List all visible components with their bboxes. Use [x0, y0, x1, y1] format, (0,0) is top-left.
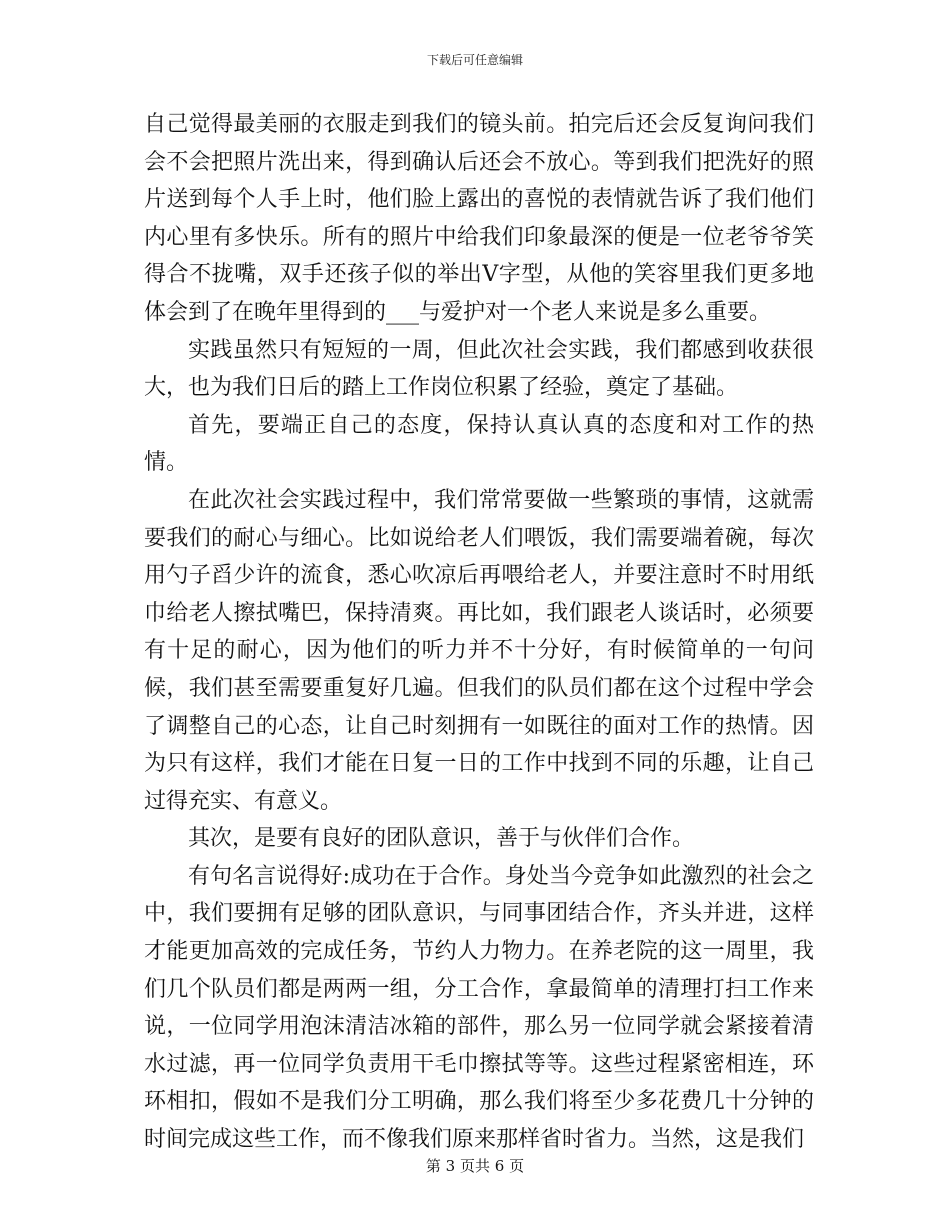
paragraph-5: 其次，是要有良好的团队意识，善于与伙伴们合作。 — [188, 826, 695, 852]
paragraph-6: 有句名言说得好:成功在于合作。身处当今竞争如此激烈的社会之中，我们要拥有足够的团队意识，与同事团结合作，齐头并进，这样才能更加高效的完成任务，节约人力物力。在养老院的这一周里，我们几个队员们都是两两一组，分工合作，拿最简单的清理打扫工作来说，一位同学用泡沫清洁冰箱的部件，那么另一位同学就会紧接着清水过滤，再一位同学负责用干毛巾擦拭等等。这些过程紧密相连，环环相扣，假如不是我们分工明确，那么我们将至少多花费几十分钟的时间完成这些工作，而不像我们原来那样省时省力。当然，这是我们 — [144, 863, 814, 1153]
paragraph-2: 实践虽然只有短短的一周，但此次社会实践，我们都感到收获很大，也为我们日后的踏上工作岗位积累了经验，奠定了基础。 — [144, 337, 814, 401]
paragraph-1: 自己觉得最美丽的衣服走到我们的镜头前。拍完后还会反复询问我们会不会把照片洗出来，得到确认后还会不放心。等到我们把洗好的照片送到每个人手上时，他们脸上露出的喜悦的表情就告诉了我们他们内心里有多快乐。所有的照片中给我们印象最深的便是一位老爷爷笑得合不拢嘴，双手还孩子似的举出V字型，从他的笑容里我们更多地体会到了在晚年里得到的___与爱护对一个老人来说是多么重要。 — [144, 112, 814, 325]
page-header: 下载后可任意编辑 — [426, 53, 523, 67]
page-number: 第 3 页共 6 页 — [425, 1157, 525, 1175]
paragraph-4: 在此次社会实践过程中，我们常常要做一些繁琐的事情，这就需要我们的耐心与细心。比如说给老人们喂饭，我们需要端着碗，每次用勺子舀少许的流食，悉心吹凉后再喂给老人，并要注意时不时用纸巾给老人擦拭嘴巴，保持清爽。再比如，我们跟老人谈话时，必须要有十足的耐心，因为他们的听力并不十分好，有时候简单的一句问候，我们甚至需要重复好几遍。但我们的队员们都在这个过程中学会了调整自己的心态，让自己时刻拥有一如既往的面对工作的热情。因为只有这样，我们才能在日复一日的工作中找到不同的乐趣，让自己过得充实、有意义。 — [144, 487, 814, 814]
document-body — [144, 106, 814, 1159]
paragraph-3: 首先，要端正自己的态度，保持认真认真的态度和对工作的热情。 — [144, 412, 814, 476]
